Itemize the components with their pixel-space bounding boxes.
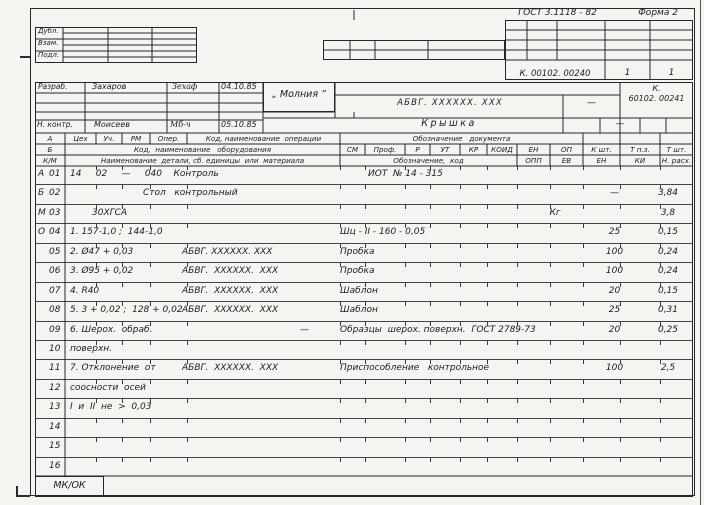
podl-label: Подл. [38,51,60,59]
operation-step-text: I и II не > 0,03 [70,402,152,413]
col-en: ЕН [528,145,539,154]
operation-step-text: поверхн. [70,343,113,354]
part-name: Крышка [421,118,477,129]
razrab-name: Захаров [92,82,127,91]
table-row [35,418,693,437]
row-number: 13 [49,402,61,413]
row-number: 05 [49,246,61,257]
col-part-name: Наименование детали, сб. единицы или материала [100,156,305,165]
operation-step-text: 4. R40 [70,285,100,296]
operation-step-text: 2. Ø47 + 0,03 [70,246,134,257]
material-text: 30ХГСА [92,207,128,218]
sheet-number: 1 [624,68,631,78]
row-number: 04 [49,227,61,238]
operation-step-text: 7. Отклонение от [70,363,156,374]
title-dash: — [587,98,596,108]
norm-cell: 3,8 [660,207,676,218]
scan-edge [700,0,701,505]
row-number: 11 [49,363,61,374]
row-km-label: К/М [43,156,57,165]
row-number: 10 [49,343,61,354]
tool-name: Шаблон [340,305,378,316]
tool-name: Приспособление контрольное [340,363,490,374]
col-equipment: Код, наименование оборудования [133,145,272,154]
corner-mark [16,486,18,497]
table-row [35,204,693,223]
col-doc-designation: Обозначение документа [412,134,511,143]
form-number-label: Форма 2 [638,8,678,18]
table-row [35,437,693,456]
time-cell: 2,5 [660,363,676,374]
time-cell: 0,24 [657,266,679,277]
row-number: 03 [49,207,61,218]
middle-grid [323,40,505,60]
col-op: ОП [560,145,573,154]
operations-table [35,166,693,476]
razrab-signature: Зехаф [172,82,198,91]
copies-stamp-table [35,27,197,63]
row-number: 02 [49,188,61,199]
col-oper: Опер. [157,134,180,143]
dubl-label: Дубл. [38,27,59,35]
org-name: „ Молния ” [271,89,327,100]
operation-step-text: 5. 3 + 0,02 ; 128 + 0,02 [70,305,183,316]
qty-cell: — [610,188,619,199]
razrab-label: Разраб. [38,82,68,91]
col-op-name: Код, наименование операции [205,134,322,143]
table-row [35,321,693,340]
razrab-date: 04.10.85 [221,82,257,91]
time-cell: 0,25 [657,324,679,335]
mkok-label: МК/ОК [53,480,86,491]
col-kr: КР [468,145,479,154]
sheets-total: 1 [668,68,675,78]
table-row [35,398,693,417]
mk-code-line1: К. [652,84,661,93]
tool-designation: АБВГ. XXXXXX. XXX [182,246,273,257]
col-designation-code: Обозначение, код [393,156,464,165]
col-ki: КИ [634,156,646,165]
vzam-label: Взам. [38,39,59,47]
col-en2: ЕН [596,156,607,165]
time-cell: 0,31 [657,305,679,316]
tool-designation: АБВГ. XXXXXX. XXX [182,266,279,277]
row-letter: М [38,207,46,218]
qty-cell: 100 [605,246,624,257]
row-letter: О [38,227,46,238]
col-ev: ЕВ [561,156,572,165]
col-sm: СМ [346,145,359,154]
operation-step-text: 6. Шерох. обраб. [70,324,153,335]
row-b-label: Б [47,145,53,154]
qty-cell: 25 [608,227,621,238]
col-r: Р [415,145,420,154]
tool-name: Шц - II - 160 - 0,05 [340,227,426,238]
row-number: 16 [49,460,61,471]
tool-designation: АБВГ. XXXXXX. XXX [182,363,279,374]
qty-cell: 20 [608,285,621,296]
tool-designation: — [300,324,309,335]
nkontr-name: Моисеев [94,120,130,129]
col-ksht: К шт. [591,145,612,154]
table-row [35,379,693,398]
time-cell: 0,15 [657,227,679,238]
row-number: 08 [49,305,61,316]
operation-text: 14 02 — 040 Контроль [70,169,219,179]
col-nrasx: Н. расх. [661,156,692,165]
operation-step-text: 1. 157-1,0 ; 144-1,0 [70,227,163,238]
row-number: 15 [49,441,61,452]
nkontr-label: Н. контр. [37,120,73,129]
tool-name: Образцы шерох. поверхн. ГОСТ 2789-73 [340,324,536,335]
mk-code-line2: 60102. 00241 [628,94,685,103]
qty-cell: 25 [608,305,621,316]
row-number: 06 [49,266,61,277]
col-opp: ОПП [525,156,542,165]
table-row [35,166,693,184]
row-number: 09 [49,324,61,335]
table-row [35,301,693,320]
col-tsht: Т шт. [666,145,687,154]
doc-reference: ИОТ № 14 - 315 [368,169,443,179]
corner-mark [16,495,30,497]
col-tpz: Т п.з. [630,145,650,154]
row-letter: А [38,169,45,179]
table-row [35,262,693,281]
table-row [35,457,693,476]
col-rm: РМ [130,134,142,143]
table-row [35,223,693,242]
unit-cell: Кг [549,207,561,218]
tool-designation: АБВГ. XXXXXX. XXX [182,305,279,316]
tool-name: Шаблон [340,285,378,296]
table-row [35,243,693,262]
col-uch: Уч. [103,134,115,143]
binding-mark [20,56,30,58]
row-number: 01 [49,169,61,179]
tool-name: Пробка [340,246,375,257]
operation-step-text: соосности осей [70,382,146,393]
equipment-text: Стол контрольный [143,188,238,199]
gost-standard-label: ГОСТ 3.1118 - 82 [518,8,597,18]
table-row [35,359,693,378]
row-number: 07 [49,285,61,296]
time-cell: 3,84 [657,188,679,199]
row-number: 12 [49,382,61,393]
product-designation: АБВГ. XXXXXX. XXX [397,98,503,108]
qty-cell: 100 [605,266,624,277]
col-ut: УТ [440,145,450,154]
row-number: 14 [49,421,61,432]
qty-cell: 100 [605,363,624,374]
row-letter: Б [38,188,45,199]
operation-step-text: 3. Ø95 + 0,02 [70,266,134,277]
litera-cell: — [615,119,625,129]
col-prof: Проф. [373,145,397,154]
doc-number: К. 00102. 00240 [519,69,591,79]
time-cell: 0,24 [657,246,679,257]
row-a-label: А [47,134,53,143]
col-cex: Цех [73,134,88,143]
time-cell: 0,15 [657,285,679,296]
nkontr-signature: Мб-ч [170,120,191,129]
tool-name: Пробка [340,266,375,277]
nkontr-date: 05.10.85 [221,120,257,129]
table-row [35,340,693,359]
tool-designation: АБВГ. XXXXXX. XXX [182,285,279,296]
table-row [35,184,693,203]
qty-cell: 20 [608,324,621,335]
col-koid: КОИД [491,145,513,154]
table-row [35,282,693,301]
